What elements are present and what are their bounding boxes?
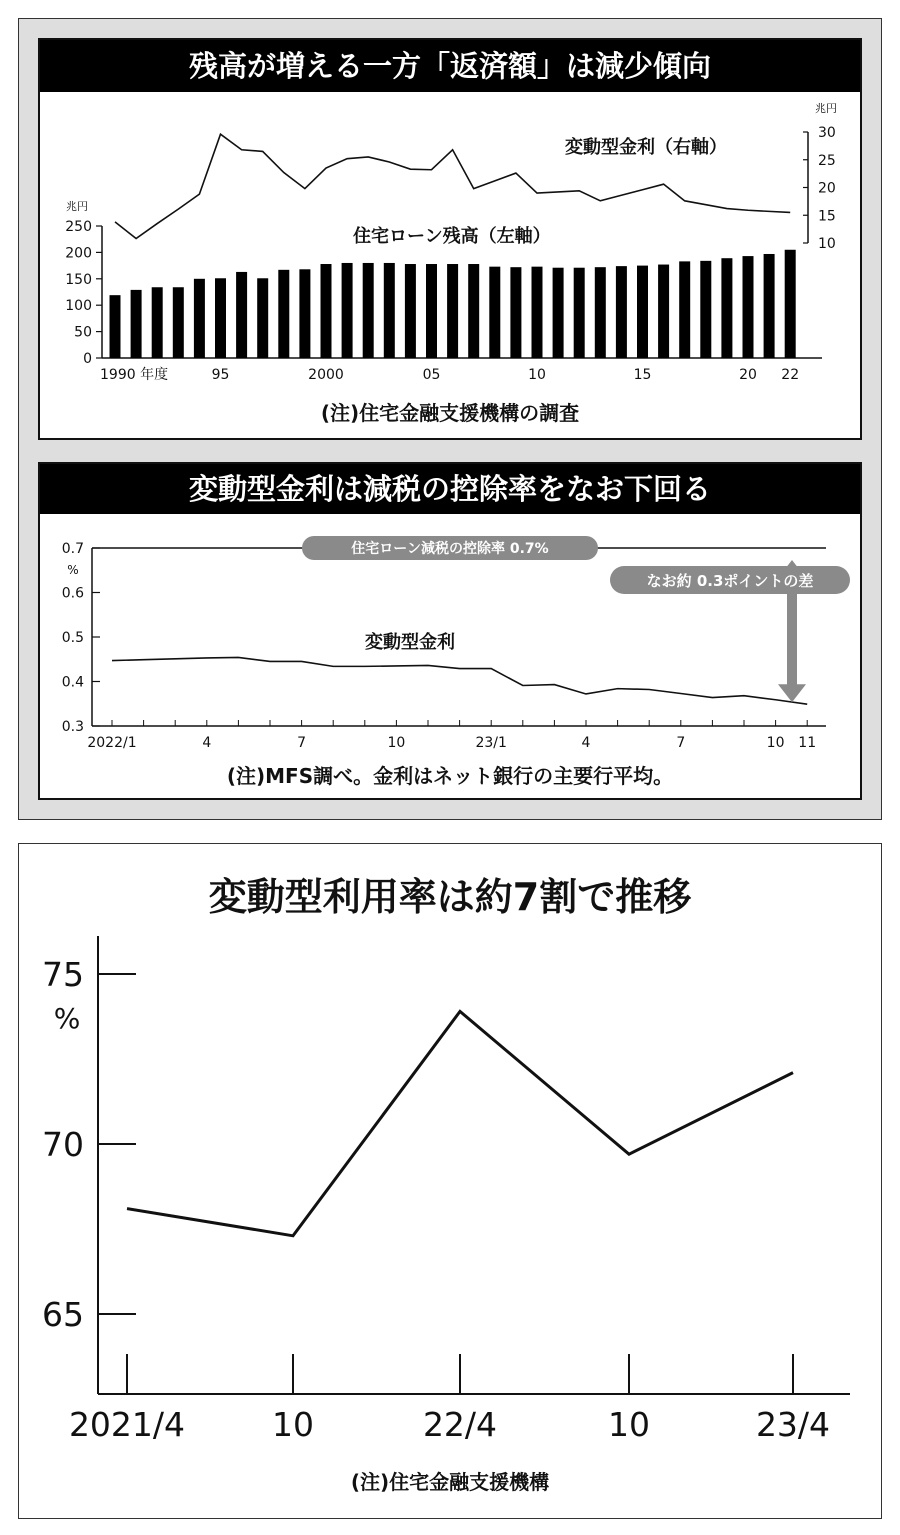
bar	[553, 268, 564, 358]
bar	[215, 278, 226, 358]
right-y-tick-label: 20	[818, 180, 836, 197]
y-tick-label: 50	[74, 324, 92, 341]
usage-chart-panel	[18, 843, 882, 1519]
bar	[194, 279, 205, 358]
right-y-tick-label: 30	[818, 125, 836, 141]
gap-arrow-head-down	[778, 684, 806, 702]
bar	[595, 267, 606, 358]
bar	[700, 261, 711, 358]
chart-footnote: (注)MFS調べ。金利はネット銀行の主要行平均。	[226, 764, 674, 788]
rate-line	[112, 657, 807, 704]
y-tick-label: 200	[65, 245, 92, 262]
x-tick-label: 2000	[308, 367, 344, 383]
bar	[110, 295, 121, 358]
bar	[679, 261, 690, 358]
x-tick-label: 22	[781, 367, 800, 383]
x-tick-label: 23/4	[755, 1405, 831, 1444]
y-tick-label: 75	[42, 955, 84, 994]
x-tick-label: 20	[739, 367, 757, 383]
bar	[173, 287, 184, 358]
y-tick-label: 150	[65, 271, 92, 288]
x-tick-label: 4	[202, 735, 212, 751]
y-tick-label: 0	[83, 351, 92, 367]
chart-footnote: (注)住宅金融支援機構の調査	[320, 401, 580, 425]
x-tick-label: 10	[608, 1405, 650, 1444]
x-tick-label: 7	[297, 735, 307, 751]
bar	[468, 264, 479, 358]
bar	[405, 264, 416, 358]
balance-chart-panel	[38, 38, 862, 440]
y-tick-label: 70	[42, 1125, 84, 1164]
right-axis-unit: 兆円	[815, 102, 837, 115]
y-unit: %	[53, 1002, 81, 1035]
bar	[236, 272, 247, 358]
bar	[384, 263, 395, 358]
bar	[321, 264, 332, 358]
bar	[658, 265, 669, 358]
y-tick-label: 0.4	[61, 674, 84, 691]
x-tick-label: 2022/1	[87, 735, 137, 751]
x-tick-label: 15	[633, 367, 652, 383]
bar	[278, 270, 289, 358]
y-tick-label: 0.7	[61, 541, 84, 557]
x-tick-label: 10	[528, 367, 546, 383]
bar	[152, 287, 163, 358]
x-tick-label: 10	[766, 735, 785, 751]
y-tick-label: 0.3	[61, 719, 84, 735]
bar	[743, 256, 754, 358]
y-unit: %	[67, 563, 79, 577]
bar	[489, 267, 500, 358]
right-y-tick-label: 15	[818, 208, 836, 225]
x-tick-label: 1990 年度	[100, 367, 169, 383]
x-tick-label: 7	[676, 735, 686, 751]
bar	[637, 266, 648, 358]
chart-title: 変動型金利は減税の控除率をなお下回る	[40, 464, 860, 514]
series-label-balance: 住宅ローン残高（左軸）	[353, 226, 551, 247]
x-tick-label: 4	[581, 735, 591, 751]
bar	[532, 267, 543, 358]
series-label-rate: 変動型金利（右軸）	[565, 137, 727, 158]
right-y-tick-label: 25	[818, 152, 836, 169]
chart-footnote: (注)住宅金融支援機構	[350, 1470, 550, 1494]
bar	[257, 278, 268, 358]
y-tick-label: 65	[42, 1295, 84, 1334]
bar	[447, 264, 458, 358]
y-tick-label: 0.5	[61, 630, 84, 646]
annotation-label: なお約 0.3ポイントの差	[646, 572, 814, 590]
x-tick-label: 05	[422, 367, 441, 383]
bar	[721, 258, 732, 358]
balance-chart	[40, 40, 860, 438]
bar	[426, 264, 437, 358]
bar	[785, 250, 796, 358]
y-tick-label: 0.6	[61, 585, 84, 602]
rate-chart-panel	[38, 462, 862, 800]
y-tick-label: 100	[65, 298, 92, 315]
right-y-tick-label: 10	[818, 236, 836, 252]
bar	[616, 266, 627, 358]
left-axis-unit: 兆円	[66, 200, 88, 213]
x-tick-label: 95	[211, 367, 230, 383]
series-label: 変動型金利	[365, 632, 455, 653]
y-tick-label: 250	[65, 219, 92, 235]
x-tick-label: 23/1	[475, 735, 507, 751]
bar	[299, 269, 310, 358]
bar	[510, 267, 521, 358]
x-tick-label: 22/4	[422, 1405, 498, 1444]
usage-chart	[19, 844, 880, 1517]
bar	[574, 268, 585, 358]
usage-line	[127, 1011, 793, 1235]
x-tick-label: 11	[798, 735, 817, 751]
chart-title: 変動型利用率は約7割で推移	[208, 875, 692, 919]
reference-label: 住宅ローン減税の控除率 0.7%	[351, 541, 549, 557]
x-tick-label: 10	[387, 735, 406, 751]
bar	[342, 263, 353, 358]
x-tick-label: 10	[272, 1405, 314, 1444]
chart-title: 残高が増える一方「返済額」は減少傾向	[40, 40, 860, 92]
x-tick-label: 2021/4	[68, 1405, 186, 1444]
bar	[363, 263, 374, 358]
rate-chart	[40, 464, 860, 798]
bar	[131, 290, 142, 358]
bar	[764, 254, 775, 358]
